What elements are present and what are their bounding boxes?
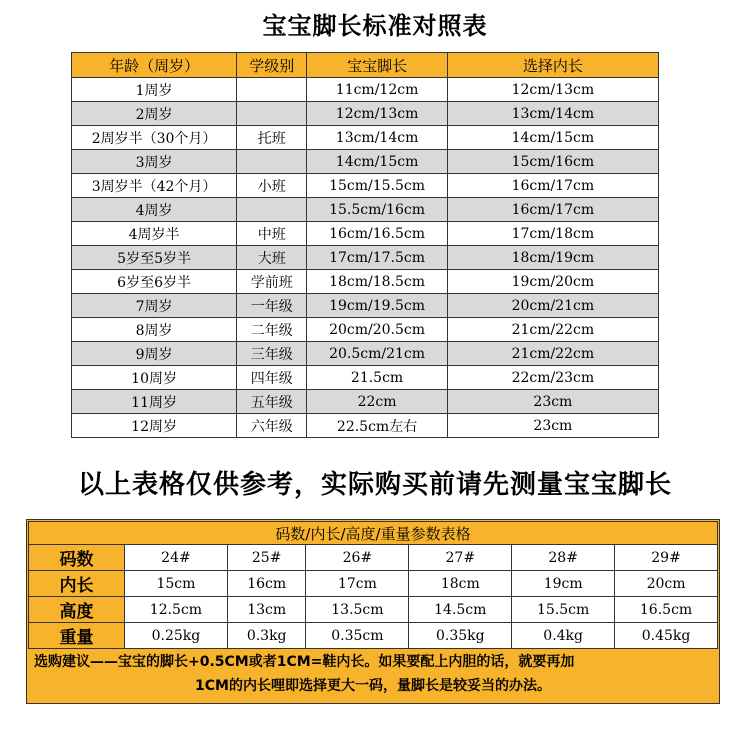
param-value: 24# <box>125 545 228 571</box>
table-row <box>72 126 659 150</box>
size-params-title: 码数/内长/高度/重量参数表格 <box>29 522 718 545</box>
cell-grade <box>237 198 307 222</box>
param-value: 0.4kg <box>512 623 615 649</box>
cell-grade: 六年级 <box>237 414 307 438</box>
param-value: 27# <box>409 545 512 571</box>
cell-inner-length: 14cm/15cm <box>447 126 658 150</box>
param-value: 26# <box>306 545 409 571</box>
param-value: 0.35cm <box>306 623 409 649</box>
cell-inner-length: 21cm/22cm <box>447 318 658 342</box>
cell-age: 2周岁 <box>72 102 237 126</box>
cell-age: 10周岁 <box>72 366 237 390</box>
cell-age: 2周岁半（30个月） <box>72 126 237 150</box>
table-header-row <box>72 53 659 78</box>
notice-text: 以上表格仅供参考，实际购买前请先测量宝宝脚长 <box>77 470 672 500</box>
table-row <box>72 342 659 366</box>
param-label: 重量 <box>29 623 125 649</box>
table-body <box>72 78 659 438</box>
cell-inner-length: 17cm/18cm <box>447 222 658 246</box>
param-value: 16.5cm <box>615 597 718 623</box>
cell-inner-length: 18cm/19cm <box>447 246 658 270</box>
param-label: 内长 <box>29 571 125 597</box>
param-value: 18cm <box>409 571 512 597</box>
size-params-row <box>29 597 718 623</box>
param-value: 15cm <box>125 571 228 597</box>
size-params-body <box>29 522 718 649</box>
cell-age: 4周岁半 <box>72 222 237 246</box>
cell-grade <box>237 150 307 174</box>
header-grade: 学级别 <box>237 53 307 78</box>
param-value: 16cm <box>227 571 306 597</box>
cell-age: 9周岁 <box>72 342 237 366</box>
cell-grade: 大班 <box>237 246 307 270</box>
cell-foot-length: 20cm/20.5cm <box>307 318 447 342</box>
param-value: 29# <box>615 545 718 571</box>
size-params-row <box>29 623 718 649</box>
size-params-table <box>28 521 718 649</box>
cell-inner-length: 19cm/20cm <box>447 270 658 294</box>
cell-foot-length: 22cm <box>307 390 447 414</box>
cell-foot-length: 18cm/18.5cm <box>307 270 447 294</box>
table-row <box>72 246 659 270</box>
table-row <box>72 102 659 126</box>
cell-grade: 二年级 <box>237 318 307 342</box>
param-value: 19cm <box>512 571 615 597</box>
cell-foot-length: 16cm/16.5cm <box>307 222 447 246</box>
cell-grade: 小班 <box>237 174 307 198</box>
cell-age: 5岁至5岁半 <box>72 246 237 270</box>
param-value: 20cm <box>615 571 718 597</box>
table-row <box>72 174 659 198</box>
cell-age: 3周岁半（42个月） <box>72 174 237 198</box>
cell-foot-length: 22.5cm左右 <box>307 414 447 438</box>
cell-age: 3周岁 <box>72 150 237 174</box>
cell-inner-length: 23cm <box>447 390 658 414</box>
cell-grade: 一年级 <box>237 294 307 318</box>
param-value: 0.3kg <box>227 623 306 649</box>
param-value: 13cm <box>227 597 306 623</box>
cell-grade: 三年级 <box>237 342 307 366</box>
cell-inner-length: 21cm/22cm <box>447 342 658 366</box>
cell-foot-length: 14cm/15cm <box>307 150 447 174</box>
table-row <box>72 414 659 438</box>
cell-inner-length: 12cm/13cm <box>447 78 658 102</box>
cell-foot-length: 15cm/15.5cm <box>307 174 447 198</box>
table-row <box>72 294 659 318</box>
cell-inner-length: 23cm <box>447 414 658 438</box>
foot-length-table <box>71 52 659 438</box>
table-row <box>72 222 659 246</box>
cell-age: 11周岁 <box>72 390 237 414</box>
table-row <box>72 198 659 222</box>
cell-inner-length: 16cm/17cm <box>447 174 658 198</box>
cell-grade: 中班 <box>237 222 307 246</box>
cell-foot-length: 13cm/14cm <box>307 126 447 150</box>
param-value: 28# <box>512 545 615 571</box>
header-inner-length: 选择内长 <box>447 53 658 78</box>
cell-foot-length: 11cm/12cm <box>307 78 447 102</box>
cell-grade <box>237 102 307 126</box>
param-value: 0.35kg <box>409 623 512 649</box>
cell-grade: 托班 <box>237 126 307 150</box>
cell-foot-length: 12cm/13cm <box>307 102 447 126</box>
param-value: 25# <box>227 545 306 571</box>
cell-age: 7周岁 <box>72 294 237 318</box>
cell-inner-length: 13cm/14cm <box>447 102 658 126</box>
size-params-title-row <box>29 522 718 545</box>
cell-foot-length: 20.5cm/21cm <box>307 342 447 366</box>
param-label: 码数 <box>29 545 125 571</box>
table-row <box>72 270 659 294</box>
table-row <box>72 150 659 174</box>
cell-age: 6岁至6岁半 <box>72 270 237 294</box>
param-value: 15.5cm <box>512 597 615 623</box>
cell-foot-length: 21.5cm <box>307 366 447 390</box>
table-row <box>72 78 659 102</box>
param-label: 高度 <box>29 597 125 623</box>
cell-inner-length: 20cm/21cm <box>447 294 658 318</box>
advice-line-2: 1CM的内长哩即选择更大一码，量脚长是较妥当的办法。 <box>195 678 551 694</box>
purchase-advice <box>30 650 716 698</box>
table-row <box>72 318 659 342</box>
cell-foot-length: 17cm/17.5cm <box>307 246 447 270</box>
header-age: 年龄（周岁） <box>72 53 237 78</box>
cell-inner-length: 16cm/17cm <box>447 198 658 222</box>
cell-grade: 五年级 <box>237 390 307 414</box>
param-value: 17cm <box>306 571 409 597</box>
cell-age: 8周岁 <box>72 318 237 342</box>
param-value: 13.5cm <box>306 597 409 623</box>
advice-line-1: 选购建议——宝宝的脚长+0.5CM或者1CM=鞋内长。如果要配上内胆的话，就要再加 <box>34 654 575 670</box>
cell-age: 1周岁 <box>72 78 237 102</box>
cell-inner-length: 15cm/16cm <box>447 150 658 174</box>
header-foot-length: 宝宝脚长 <box>307 53 447 78</box>
cell-foot-length: 15.5cm/16cm <box>307 198 447 222</box>
size-params-row <box>29 545 718 571</box>
cell-foot-length: 19cm/19.5cm <box>307 294 447 318</box>
size-params-row <box>29 571 718 597</box>
cell-age: 4周岁 <box>72 198 237 222</box>
table-row <box>72 366 659 390</box>
param-value: 0.25kg <box>125 623 228 649</box>
page-title: 宝宝脚长标准对照表 <box>262 12 488 40</box>
param-value: 12.5cm <box>125 597 228 623</box>
cell-grade <box>237 78 307 102</box>
cell-grade: 学前班 <box>237 270 307 294</box>
cell-age: 12周岁 <box>72 414 237 438</box>
cell-inner-length: 22cm/23cm <box>447 366 658 390</box>
param-value: 0.45kg <box>615 623 718 649</box>
table-row <box>72 390 659 414</box>
param-value: 14.5cm <box>409 597 512 623</box>
cell-grade: 四年级 <box>237 366 307 390</box>
